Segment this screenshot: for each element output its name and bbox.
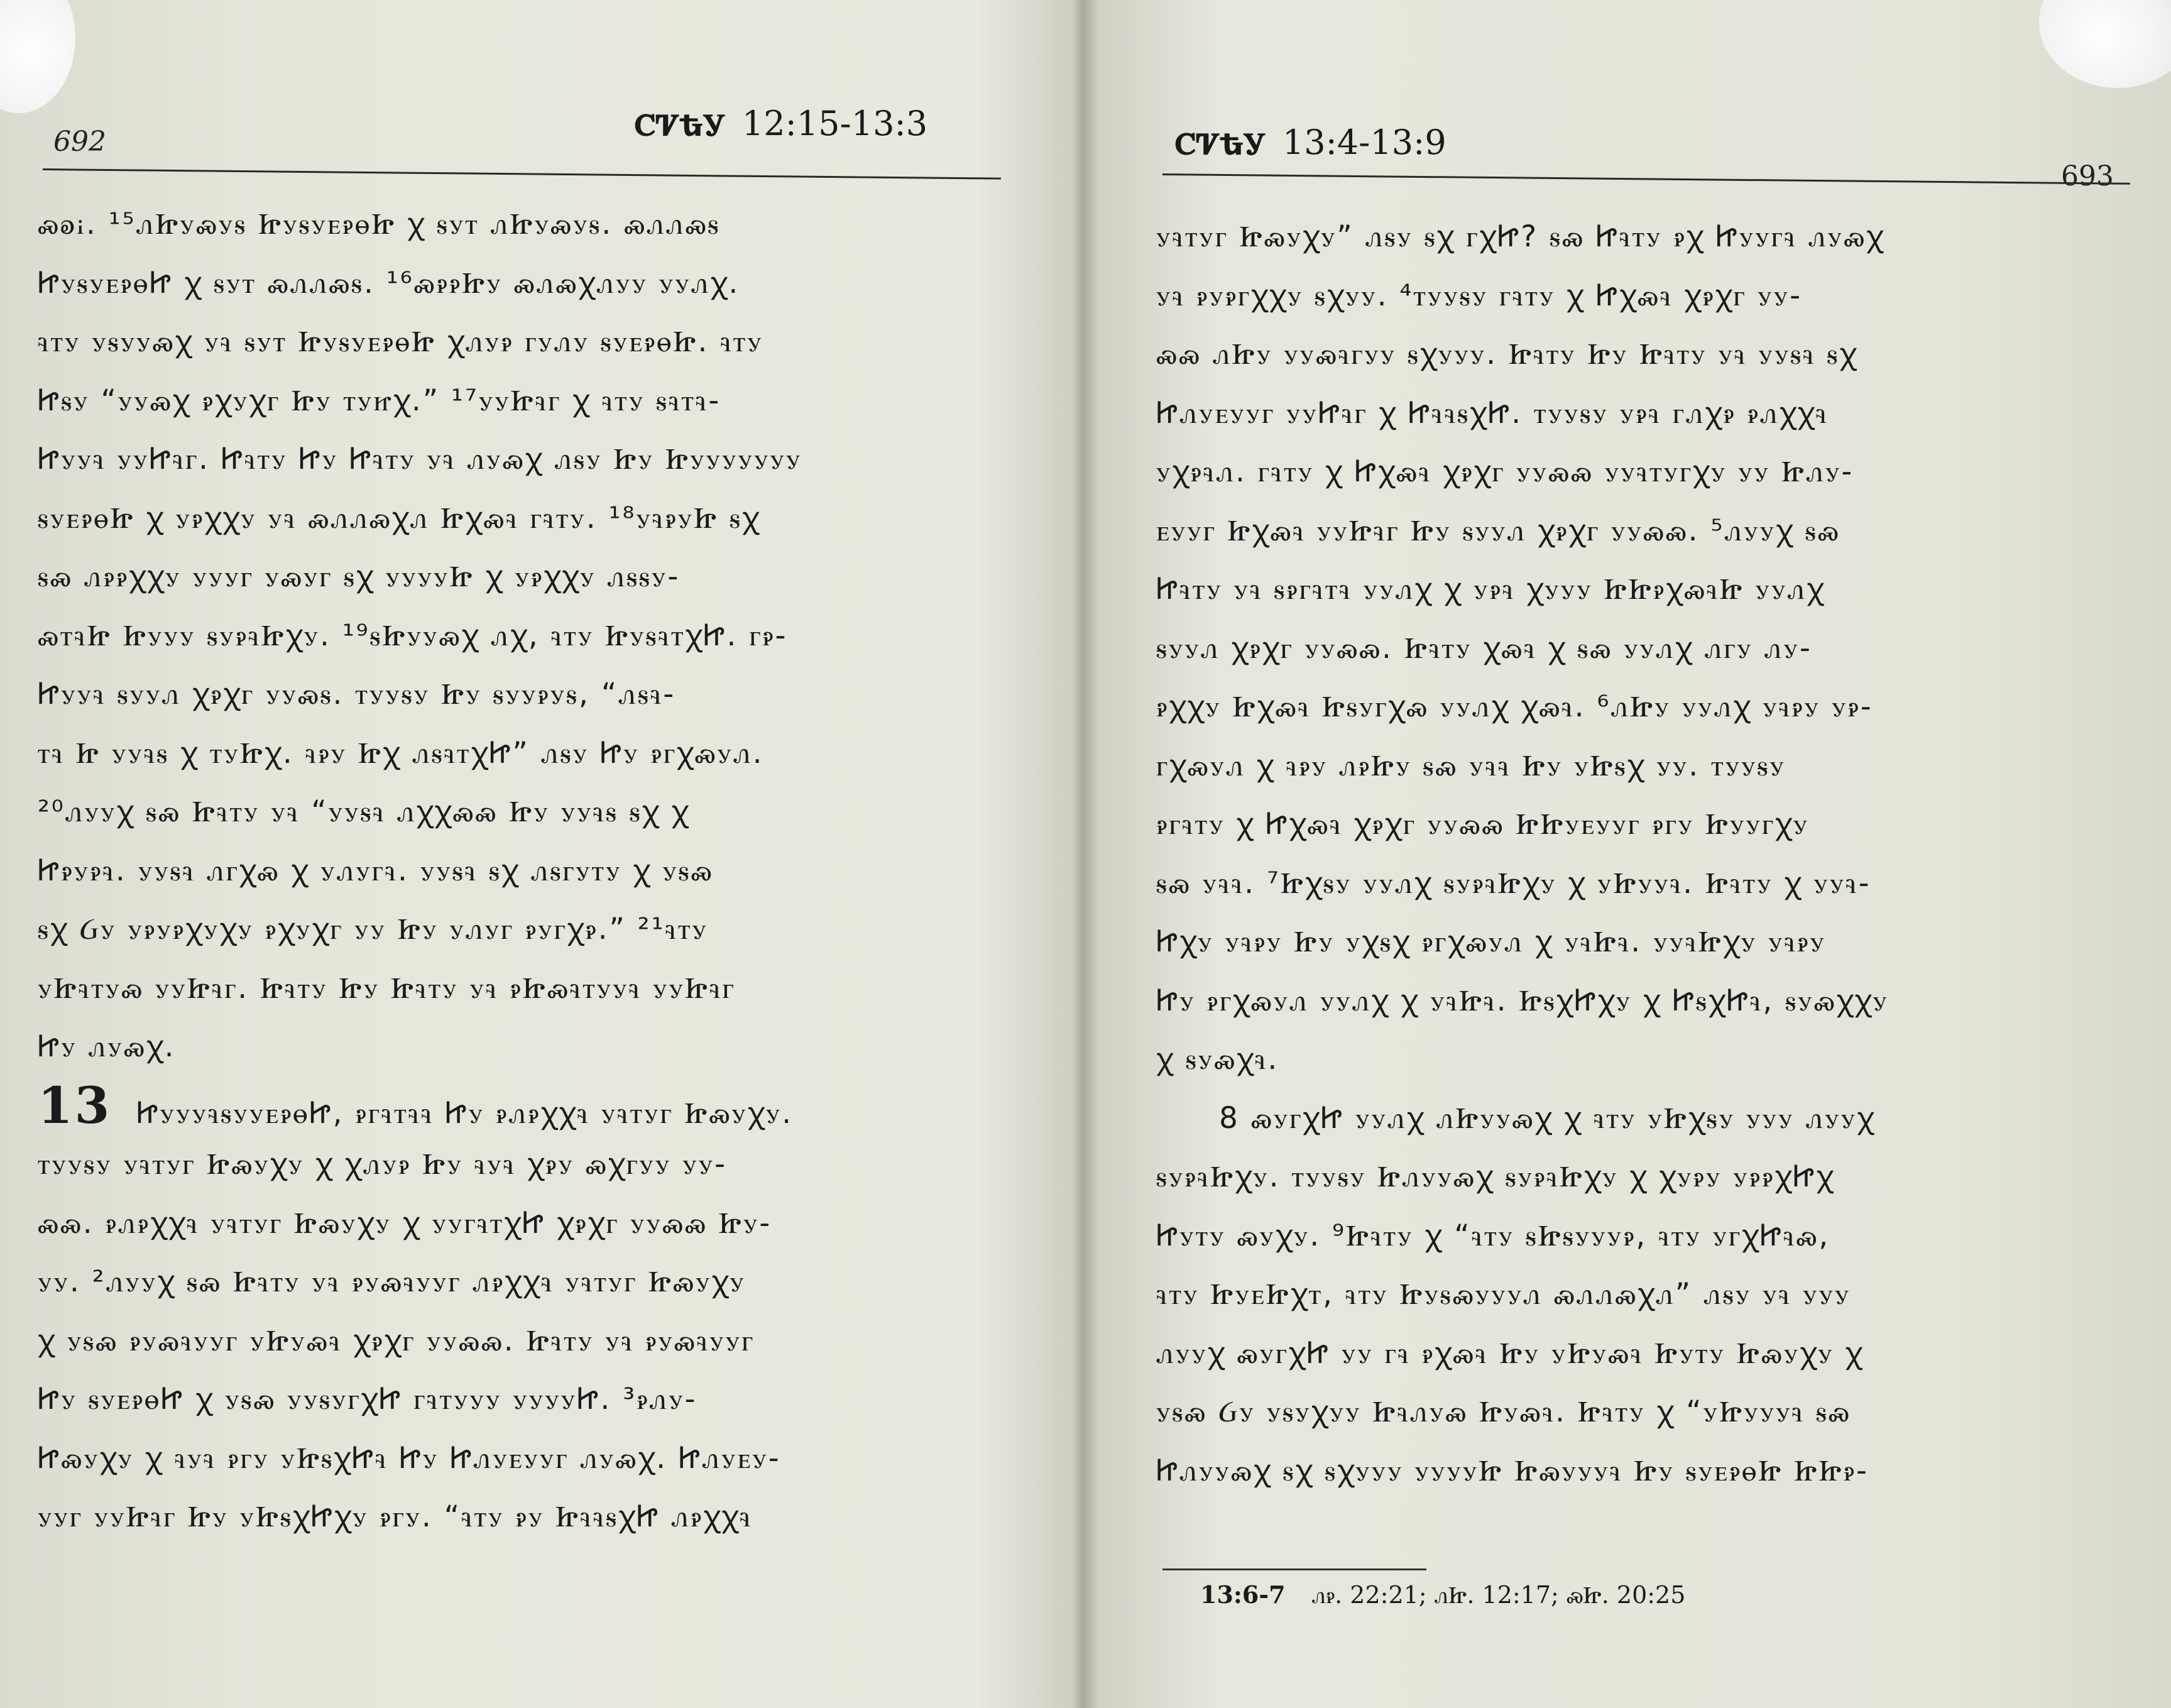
line-text: ꭹꭹ. ²ꮑꭹꭹꭓ ꭶꮝ Ꮵꮈꭲꭹ ꭹꮈ ꭾꭹꮝꮈꭹꭹꮁ ꮑꭾꭓꭓꮈ ꭹꮈꭲꭹꮁ Ꮵꮝꭹꭓꭹ bbox=[38, 1264, 746, 1299]
header-rule bbox=[43, 168, 1001, 180]
line-text: ꭾꭓꭓꭹ Ꮵꭓꮝꮈ Ꮵꭶꭹꮁꭓꮝ ꭹꭹꮑꭓ ꭓꮝꮈ. ⁶ꮑᏥꭹ ꭹꭹꮑꭓ ꭹꮈꭾꭹ ꭹꭾ- bbox=[1156, 689, 1873, 724]
chapter-range: 13:4-13:9 bbox=[1282, 123, 1446, 162]
text-line bbox=[1156, 1207, 2143, 1266]
line-text: Ꮵꭹ ꮑꭹꮝꭓ. bbox=[38, 1029, 176, 1064]
line-text: ꮈꭲꭹ ᏥꭹꭼᏥꭓꭲ, ꮈꭲꭹ Ꮵꭹꭶꮝꭹꭹꭹꮑ ꮝꮑꮑꮝꭓꮑ” ꮑꭶꭹ ꭹꮈ ꭹꭹꭹ bbox=[1156, 1277, 1851, 1311]
line-text: ꭲꭹꭹꭶꭹ ꭹꮈꭲꭹꮁ Ꮵꮝꭹꭓꭹ ꭓ ꭓꮑꭹꭾ Ꮵꭹ ꮈꭹꮈ ꭓꭾꭹ ꮝꭓꮁꭹꭹ ꭹꭹ- bbox=[38, 1147, 728, 1181]
text-line bbox=[1156, 972, 2143, 1031]
text-column bbox=[38, 195, 1018, 1547]
text-line bbox=[38, 841, 1018, 901]
text-line bbox=[1156, 1442, 2143, 1501]
text-line bbox=[38, 782, 1018, 841]
text-line bbox=[38, 430, 1018, 489]
line-text: ꭶꮝ ꮑꭾꭾꭓꭓꭹ ꭹꭹꭹꮁ ꭹꮝꭹꮁ ꭶꭓ ꭹꭹꭹꭹᏥ ꭓ ꭹꭾꭓꭓꭹ ꮑꭶꭶꭹ- bbox=[38, 559, 681, 594]
footnote-rule bbox=[1162, 1568, 1426, 1570]
line-text: ꮝꮝ. ꭾꮑꭾꭓꭓꮈ ꭹꮈꭲꭹꮁ Ꮵꮝꭹꭓꭹ ꭓ ꭹꭹꮁꮈꭲꭓᏥ ꭓꭾꭓꮁ ꭹꭹꮝꮝ Ꮵꭹ- bbox=[38, 1205, 772, 1240]
text-line bbox=[1156, 1030, 2143, 1089]
line-text: ꭹꭹꮁ ꭹꭹᏥꮈꮁ Ꮵꭹ ꭹᏥꭶꭓᏥꭓꭹ ꭾꮁꭹ. “ꮈꭲꭹ ꭾꭹ ᏥꮈꮈꭶꭓᏥ ꮑꭾꭓꭓꮈ bbox=[38, 1499, 753, 1534]
text-line bbox=[38, 312, 1018, 371]
text-line bbox=[1156, 207, 2143, 266]
line-text: ꭓ ꭹꭶꮝ ꭾꭹꮝꮈꭹꭹꮁ ꭹᏥꭹꮝꮈ ꭓꭾꭓꮁ ꭹꭹꮝꮝ. Ꮵꮈꭲꭹ ꭹꮈ ꭾꭹꮝꮈꭹꭹꮁ bbox=[38, 1323, 755, 1358]
line-text: Ꮵꮑꭹꭹꮝꭓ ꭶꭓ ꭶꭓꭹꭹꭹ ꭹꭹꭹꭹᏥ Ꮵꮝꭹꭹꭹꮈ Ꮵꭹ ꭶꭹꭼꭾꮎᏥ ᏥᏥꭾ- bbox=[1156, 1453, 1869, 1488]
line-text: ꮁꭓꮝꭹꮑ ꭓ ꮈꭾꭹ ꮑꭾᏥꭹ ꭶꮝ ꭹꮈꮈ Ꮵꭹ ꭹᏥꭶꭓ ꭹꭹ. ꭲꭹꭹꭶꭹ bbox=[1156, 748, 1786, 783]
line-text: ꭓ ꭶꭹꮝꭓꮈ. bbox=[1156, 1042, 1279, 1076]
line-text: ²⁰ꮑꭹꭹꭓ ꭶꮝ Ꮵꮈꭲꭹ ꭹꮈ “ꭹꭹꭶꮈ ꮑꭓꭓꮝꮝ Ꮵꭹ ꭹꭹꮈꭶ ꭶꭓ ꭓ bbox=[38, 794, 690, 829]
footnote-text: ꮑꭾ. 22:21; ꮑᏥ. 12:17; ꮝᏥ. 20:25 bbox=[1311, 1581, 1686, 1609]
text-line bbox=[1156, 560, 2143, 619]
text-line bbox=[1156, 854, 2143, 913]
line-text: Ꮵꭶꭹ “ꭹꭹꮝꭓ ꭾꭓꭹꭓꮁ Ꮵꭹ ꭲꭹꮵꭓ.” ¹⁷ꭹꭹᏥꮈꮁ ꭓ ꮈꭲꭹ ꭶꮈꭲꮈ- bbox=[38, 383, 721, 418]
page-number: 692 bbox=[53, 126, 106, 158]
text-line bbox=[38, 665, 1018, 724]
text-line bbox=[38, 1017, 1018, 1076]
text-column bbox=[1156, 207, 2143, 1500]
text-line bbox=[1156, 442, 2143, 501]
text-line bbox=[38, 1311, 1018, 1371]
text-line bbox=[38, 959, 1018, 1018]
text-line bbox=[38, 1370, 1018, 1429]
line-text: Ꮵꭹꭲꭹ ꮝꭹꭓꭹ. ⁹Ꮵꮈꭲꭹ ꭓ “ꮈꭲꭹ ꭶᏥꭶꭹꭹꭹꭾ, ꮈꭲꭹ ꭹꮁꭓᏥꮈꮝ, bbox=[1156, 1218, 1830, 1253]
line-text: ꭹꮈꭲꭹꮁ Ꮵꮝꭹꭓꭹ” ꮑꭶꭹ ꭶꭓ ꮁꭓᏥ? ꭶꮝ Ꮵꮈꭲꭹ ꭾꭓ Ꮵꭹꭹꮁꮈ ꮑꭹꮝꭓ bbox=[1156, 219, 1884, 254]
line-text: ꮝꮝ ꮑᏥꭹ ꭹꭹꮝꮈꮁꭹꭹ ꭶꭓꭹꭹꭹ. Ꮵꮈꭲꭹ Ꮵꭹ Ꮵꮈꭲꭹ ꭹꮈ ꭹꭹꭶꮈ ꭶꭓ bbox=[1156, 337, 1858, 371]
running-head bbox=[635, 94, 927, 146]
line-text: ꭶꭓ Ᏽꭹ ꭹꭾꭹꭾꭓꭹꭓꭹ ꭾꭓꭹꭓꮁ ꭹꭹ Ꮵꭹ ꭹꮑꭹꮁ ꭾꭹꮁꭓꭾ.” ²¹ꮈꭲꭹ bbox=[38, 912, 708, 946]
line-text: ꮑꭹꭹꭓ ꮝꭹꮁꭓᏥ ꭹꭹ ꮁꮈ ꭾꭓꮝꮈ Ꮵꭹ ꭹᏥꭹꮝꮈ Ꮵꭹꭲꭹ Ꮵꮝꭹꭓꭹ ꭓ bbox=[1156, 1335, 1864, 1371]
footnote bbox=[1200, 1580, 1685, 1609]
text-line bbox=[1156, 325, 2143, 384]
page-number: 693 bbox=[2061, 160, 2114, 192]
line-text: ꭼꭹꭹꮁ Ꮵꭓꮝꮈ ꭹꭹᏥꮈꮁ Ꮵꭹ ꭶꭹꭹꮑ ꭓꭾꭓꮁ ꭹꭹꮝꮝ. ⁵ꮑꭹꭹꭓ ꭶꮝ bbox=[1156, 513, 1840, 548]
text-line bbox=[1156, 736, 2143, 796]
line-text: ꮈꭲꭹ ꭹꭶꭹꭹꮝꭓ ꭹꮈ ꭶꭹꭲ ᏥꭹꭶꭹꭼꭾꮎᏥ ꭓꮑꭹꭾ ꮁꭹꮑꭹ ꭶꭹꭼꭾꮎᏥ. ꮈꭲꭹ bbox=[38, 324, 763, 359]
line-text: ꭹꮈ ꭾꭹꭾꮁꭓꭓꭹ ꭶꭓꭹꭹ. ⁴ꭲꭹꭹꭶꭹ ꮁꮈꭲꭹ ꭓ Ꮵꭓꮝꮈ ꭓꭾꭓꮁ ꭹꭹ- bbox=[1156, 278, 1803, 313]
line-text: Ꮵꭹ ꭾꮁꭓꮝꭹꮑ ꭹꭹꮑꭓ ꭓ ꭹꮈᏥꮈ. ᏥꭶꭓᏥꭓꭹ ꭓ ᏥꭶꭓᏥꮈ, ꭶꭹꮝꭓꭓꭹ bbox=[1156, 983, 1889, 1018]
line-text: Ꮵꭾꭹꭾꮈ. ꭹꭹꭶꮈ ꮑꮁꭓꮝ ꭓ ꭹꮑꭹꮁꮈ. ꭹꭹꭶꮈ ꭶꭓ ꮑꭶꮁꭹꭲꭹ ꭓ ꭹꭶꮝ bbox=[38, 853, 714, 888]
line-text: ꭾꮁꮈꭲꭹ ꭓ Ꮵꭓꮝꮈ ꭓꭾꭓꮁ ꭹꭹꮝꮝ ᏥᏥꭹꭼꭹꭹꮁ ꭾꮁꭹ Ꮵꭹꭹꮁꭓꭹ bbox=[1156, 807, 1810, 841]
line-text: ꭶꭹꭼꭾꮎᏥ ꭓ ꭹꭾꭓꭓꭹ ꭹꮈ ꮝꮑꮑꮝꭓꮑ Ꮵꭓꮝꮈ ꮁꮈꭲꭹ. ¹⁸ꭹꮈꭾꭹᏥ ꭶꭓ bbox=[38, 500, 760, 535]
line-text: ꭲꮈ Ꮵ ꭹꭹꮈꭶ ꭓ ꭲꭹᏥꭓ. ꮈꭾꭹ Ꮵꭓ ꮑꭶꮈꭲꭓᏥ” ꮑꭶꭹ Ꮵꭹ ꭾꮁꭓꮝꭹꮑ. bbox=[38, 735, 764, 770]
line-text: ꮝꭷꭵ. ¹⁵ꮑᏥꭹꮝꭹꭶ ᏥꭹꭶꭹꭼꭾꮎᏥ ꭓ ꭶꭹꭲ ꮑᏥꭹꮝꭹꭶ. ꮝꮑꮑꮝꭶ bbox=[38, 207, 721, 241]
line-text: ꭹꭓꭾꮈꮑ. ꮁꮈꭲꭹ ꭓ Ꮵꭓꮝꮈ ꭓꭾꭓꮁ ꭹꭹꮝꮝ ꭹꭹꮈꭲꭹꮁꭓꭹ ꭹꭹ Ꮵꮑꭹ- bbox=[1156, 454, 1854, 489]
text-line bbox=[38, 1252, 1018, 1311]
text-line bbox=[38, 724, 1018, 783]
line-text: ᏥꭹꭹꭹꮈꭶꭹꭹꭼꭾꮎᏥ, ꭾꮁꮈꭲꮈꮈ Ꮵꭹ ꭾꮑꭾꭓꭓꮈ ꭹꮈꭲꭹꮁ Ꮵꮝꭹꭓꭹ. bbox=[136, 1095, 794, 1130]
text-line bbox=[1156, 1324, 2143, 1383]
line-text: Ꮵꭹꭹꮈ ꭶꭹꭹꮑ ꭓꭾꭓꮁ ꭹꭹꮝꭶ. ꭲꭹꭹꭶꭹ Ꮵꭹ ꭶꭹꭹꭾꭹꭶ, “ꮑꭶꮈ- bbox=[38, 677, 676, 711]
header-rule bbox=[1162, 173, 2130, 185]
line-text: ꭶꭹꭾꮈᏥꭓꭹ. ꭲꭹꭹꭶꭹ Ꮵꮑꭹꭹꮝꭓ ꭶꭹꭾꮈᏥꭓꭹ ꭓ ꭓꭹꭾꭹ ꭹꭾꭾꭓᏥꭓ bbox=[1156, 1159, 1835, 1194]
text-line bbox=[1156, 1265, 2143, 1324]
text-line bbox=[1156, 912, 2143, 972]
chapter-number: 13 bbox=[38, 1075, 112, 1135]
text-line bbox=[38, 547, 1018, 606]
line-text: 8 ꮝꭹꮁꭓᏥ ꭹꭹꮑꭓ ꮑᏥꭹꭹꮝꭓ ꭓ ꮈꭲꭹ ꭹᏥꭓꭶꭹ ꭹꭹꭹ ꮑꭹꭹꭓ bbox=[1219, 1100, 1875, 1136]
text-line bbox=[38, 1076, 1018, 1136]
line-text: Ꮵꮝꭹꭓꭹ ꭓ ꮈꭹꮈ ꭾꮁꭹ ꭹᏥꭶꭓᏥꮈ Ꮵꭹ Ꮵꮑꭹꭼꭹꭹꮁ ꮑꭹꮝꭓ. Ꮵꮑꭹꭼꭹ- bbox=[38, 1440, 781, 1475]
book-title: ꮯꮴꮏꭹ bbox=[1175, 113, 1266, 165]
chapter-range: 12:15-13:3 bbox=[741, 104, 928, 143]
line-text: ꭶꮝ ꭹꮈꮈ. ⁷Ꮵꭓꭶꭹ ꭹꭹꮑꭓ ꭶꭹꭾꮈᏥꭓꭹ ꭓ ꭹᏥꭹꭹꮈ. Ꮵꮈꭲꭹ ꭓ ꭹꭹꮈ- bbox=[1156, 865, 1871, 901]
line-text: Ꮵꭹ ꭶꭹꭼꭾꮎᏥ ꭓ ꭹꭶꮝ ꭹꭹꭶꭹꮁꭓᏥ ꮁꮈꭲꭹꭹꭹ ꭹꭹꭹꭹᏥ. ³ꭾꮑꭹ- bbox=[38, 1382, 697, 1416]
line-text: Ꮵꭹꭹꮈ ꭹꭹᏥꮈꮁ. Ꮵꮈꭲꭹ Ꮵꭹ Ꮵꮈꭲꭹ ꭹꮈ ꮑꭹꮝꭓ ꮑꭶꭹ Ꮵꭹ Ꮵꭹꭹꭹꭹꭹꭹꭹ bbox=[38, 442, 802, 476]
text-line bbox=[38, 606, 1018, 665]
text-line bbox=[38, 371, 1018, 430]
text-line bbox=[1156, 795, 2143, 854]
line-text: ꭶꭹꭹꮑ ꭓꭾꭓꮁ ꭹꭹꮝꮝ. Ꮵꮈꭲꭹ ꭓꮝꮈ ꭓ ꭶꮝ ꭹꭹꮑꭓ ꮑꮁꭹ ꮑꭹ- bbox=[1156, 630, 1812, 665]
text-line bbox=[1156, 1147, 2143, 1207]
text-line bbox=[38, 489, 1018, 548]
left-page bbox=[0, 0, 1075, 1708]
line-text: ᏥꭹꭶꭹꭼꭾꮎᏥ ꭓ ꭶꭹꭲ ꮝꮑꮑꮝꭶ. ¹⁶ꮝꭾꭾᏥꭹ ꮝꮑꮝꭓꮑꭹꭹ ꭹꭹꮑꭓ. bbox=[38, 265, 740, 300]
footnote-ref: 13:6-7 bbox=[1200, 1580, 1286, 1609]
text-line bbox=[38, 254, 1018, 313]
text-line bbox=[1156, 677, 2143, 736]
text-line bbox=[1156, 619, 2143, 678]
line-text: Ꮵꭓꭹ ꭹꮈꭾꭹ Ꮵꭹ ꭹꭓꭶꭓ ꭾꮁꭓꮝꭹꮑ ꭓ ꭹꮈᏥꮈ. ꭹꭹꮈᏥꭓꭹ ꭹꮈꭾꭹ bbox=[1156, 924, 1826, 959]
text-line bbox=[1156, 501, 2143, 561]
line-text: ꮝꭲꮈᏥ Ꮵꭹꭹꭹ ꭶꭹꭾꮈᏥꭓꭹ. ¹⁹ꭶᏥꭹꭹꮝꭓ ꮑꭓ, ꮈꭲꭹ ᏥꭹꭶꮈꭲꭓᏥ. ꮁꭾ- bbox=[38, 618, 788, 653]
text-line bbox=[38, 1135, 1018, 1194]
text-line bbox=[38, 1429, 1018, 1488]
text-line bbox=[38, 1194, 1018, 1253]
line-text: ꭹᏥꮈꭲꭹꮝ ꭹꭹᏥꮈꮁ. Ꮵꮈꭲꭹ Ꮵꭹ Ꮵꮈꭲꭹ ꭹꮈ ꭾᏥꮝꮈꭲꭹꭹꮈ ꭹꭹᏥꮈꮁ bbox=[38, 970, 736, 1005]
line-text: ꭹꭶꮝ Ᏽꭹ ꭹꭶꭹꭓꭹꭹ Ꮵꮈꮑꭹꮝ Ꮵꭹꮝꮈ. Ꮵꮈꭲꭹ ꭓ “ꭹᏥꭹꭹꭹꮈ ꭶꮝ bbox=[1156, 1394, 1851, 1429]
text-line bbox=[1156, 1089, 2143, 1148]
book-title: ꮯꮴꮏꭹ bbox=[635, 94, 726, 146]
right-page bbox=[1081, 0, 2171, 1708]
text-line bbox=[1156, 266, 2143, 326]
text-line bbox=[38, 900, 1018, 959]
running-head bbox=[1175, 113, 1446, 165]
text-line bbox=[1156, 384, 2143, 443]
line-text: Ꮵꮑꭹꭼꭹꭹꮁ ꭹꭹᏥꮈꮁ ꭓ ᏥꮈꮈꭶꭓᏥ. ꭲꭹꭹꭶꭹ ꭹꭾꮈ ꮁꮑꭓꭾ ꭾꮑꭓꭓꮈ bbox=[1156, 395, 1829, 430]
text-line bbox=[38, 1487, 1018, 1547]
line-text: Ꮵꮈꭲꭹ ꭹꮈ ꭶꭾꮁꮈꭲꮈ ꭹꭹꮑꭓ ꭓ ꭹꭾꮈ ꭓꭹꭹꭹ ᏥᏥꭾꭓꮝꮈᏥ ꭹꭹꮑꭓ bbox=[1156, 572, 1825, 606]
text-line bbox=[38, 195, 1018, 254]
text-line bbox=[1156, 1382, 2143, 1442]
